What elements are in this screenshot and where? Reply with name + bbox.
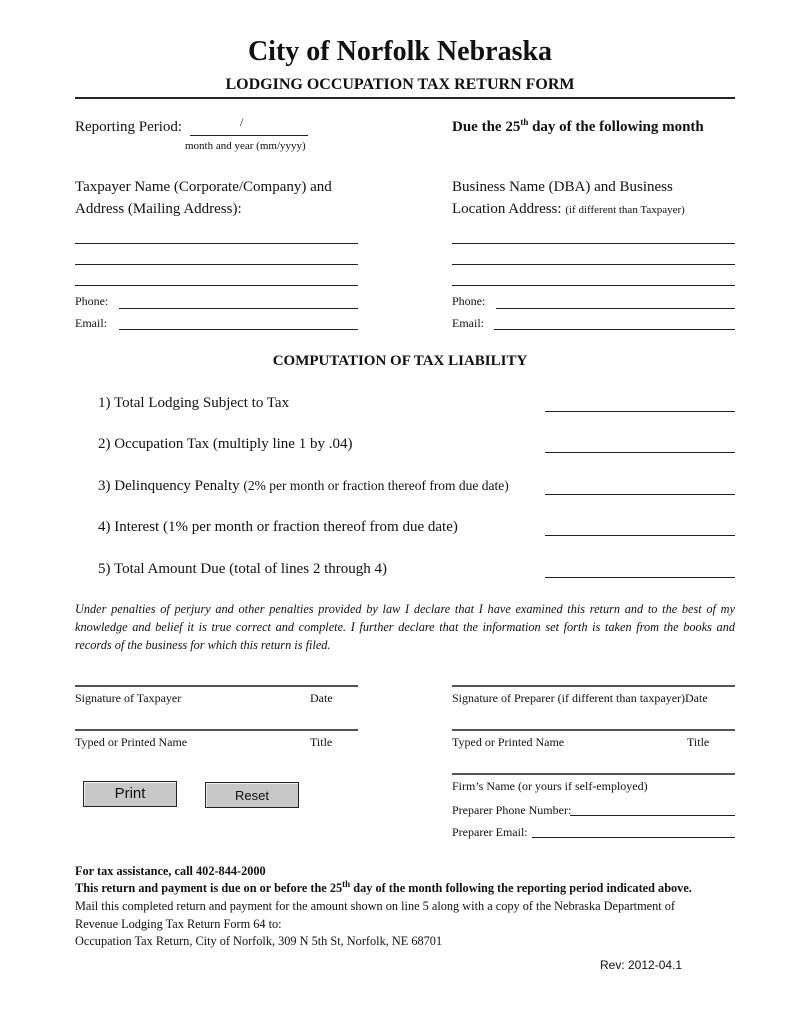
business-phone-field[interactable]: [496, 308, 735, 309]
preparer-signature-field[interactable]: [452, 685, 735, 687]
line-item-1: [98, 395, 289, 412]
header-divider: [75, 97, 735, 99]
reset-button[interactable]: Reset: [205, 782, 299, 808]
taxpayer-name-field[interactable]: [75, 729, 358, 731]
line-item-2-field[interactable]: [545, 452, 735, 453]
line-item-3-field[interactable]: [545, 494, 735, 495]
taxpayer-email-field[interactable]: [119, 329, 358, 330]
line-item-note: (2% per month or fraction thereof from due date): [243, 478, 509, 493]
taxpayer-address-line-3[interactable]: [75, 285, 358, 286]
preparer-email-field[interactable]: [532, 837, 735, 838]
preparer-name-field[interactable]: [452, 729, 735, 731]
due-sup: th: [520, 117, 529, 127]
due-notice-sup: th: [342, 878, 351, 889]
due-suffix: day of the following month: [528, 119, 704, 135]
line-item-4: [98, 519, 458, 536]
taxpayer-phone-field[interactable]: [119, 308, 358, 309]
line-item-1-field[interactable]: [545, 411, 735, 412]
business-address-line-2[interactable]: [452, 264, 735, 265]
due-notice-prefix: This return and payment is due on or before the 25: [75, 881, 343, 895]
reporting-period-label: Reporting Period:: [75, 119, 183, 135]
due-notice: [75, 878, 692, 896]
line-item-5-field[interactable]: [545, 577, 735, 578]
business-address-line-3[interactable]: [452, 285, 735, 286]
business-phone-label: Phone:: [452, 294, 486, 308]
mail-instructions-1: Mail this completed return and payment for the amount shown on line 5 along with a copy of the Nebraska Department of: [75, 899, 675, 913]
preparer-name-label: Typed or Printed Name: [452, 735, 565, 749]
preparer-phone-label: Preparer Phone Number:: [452, 803, 572, 817]
reporting-period-separator: /: [240, 115, 244, 129]
business-label-line2: [452, 201, 685, 218]
taxpayer-signature-field[interactable]: [75, 685, 358, 687]
line-item-2: [98, 436, 352, 453]
computation-heading: COMPUTATION OF TAX LIABILITY: [272, 353, 528, 369]
taxpayer-address-line-1[interactable]: [75, 243, 358, 244]
business-email-field[interactable]: [494, 329, 735, 330]
business-address-line-1[interactable]: [452, 243, 735, 244]
line-item-label: 5) Total Amount Due (total of lines 2 through 4): [98, 561, 388, 577]
preparer-email-label: Preparer Email:: [452, 825, 528, 839]
business-email-label: Email:: [452, 316, 484, 330]
due-date-note: [452, 119, 704, 136]
revision-label: Rev: 2012-04.1: [600, 958, 683, 972]
business-location-note: (if different than Taxpayer): [565, 204, 685, 216]
taxpayer-phone-label: Phone:: [75, 294, 109, 308]
taxpayer-name-label: Typed or Printed Name: [75, 735, 188, 749]
tax-assistance-text: For tax assistance, call 402-844-2000: [75, 864, 266, 878]
line-item-label: 4) Interest (1% per month or fraction thereof from due date): [98, 519, 458, 535]
preparer-signature-label: Signature of Preparer (if different than taxpayer): [452, 691, 686, 705]
form-subtitle: LODGING OCCUPATION TAX RETURN FORM: [225, 76, 575, 93]
firm-name-label: Firm’s Name (or yours if self-employed): [452, 779, 648, 793]
line-item-5: [98, 561, 387, 578]
taxpayer-label-line2: Address (Mailing Address):: [75, 201, 242, 217]
preparer-phone-field[interactable]: [570, 815, 735, 816]
line-item-label: 1) Total Lodging Subject to Tax: [98, 395, 290, 411]
line-item-3: [98, 478, 509, 495]
reporting-period-field[interactable]: [190, 135, 308, 136]
preparer-title-label: Title: [687, 735, 710, 749]
reporting-period-hint: month and year (mm/yyyy): [185, 140, 306, 152]
mail-instructions-2: Revenue Lodging Tax Return Form 64 to:: [75, 917, 282, 931]
print-button[interactable]: Print: [83, 781, 177, 807]
taxpayer-label-line1: Taxpayer Name (Corporate/Company) and: [75, 179, 332, 195]
taxpayer-date-label: Date: [310, 691, 333, 705]
due-prefix: Due the 25: [452, 119, 521, 135]
taxpayer-email-label: Email:: [75, 316, 107, 330]
page-title: City of Norfolk Nebraska: [247, 36, 553, 67]
declaration-text: Under penalties of perjury and other penalties provided by law I declare that I have examined this return and to the best of my knowledge and belief it is true correct and complete. I further declare that the information set forth is taken from the books and records of the business for which this return is filed.: [75, 602, 735, 652]
due-notice-suffix: day of the month following the reporting period indicated above.: [350, 881, 692, 895]
taxpayer-title-label: Title: [310, 735, 333, 749]
mailing-address: Occupation Tax Return, City of Norfolk, 309 N 5th St, Norfolk, NE 68701: [75, 934, 443, 948]
taxpayer-address-line-2[interactable]: [75, 264, 358, 265]
business-location-label: Location Address:: [452, 201, 562, 217]
preparer-date-label: Date: [685, 691, 708, 705]
line-item-4-field[interactable]: [545, 535, 735, 536]
taxpayer-signature-label: Signature of Taxpayer: [75, 691, 182, 705]
firm-name-field[interactable]: [452, 773, 735, 775]
line-item-label: 3) Delinquency Penalty: [98, 478, 244, 494]
business-label-line1: Business Name (DBA) and Business: [452, 179, 673, 195]
line-item-label: 2) Occupation Tax (multiply line 1 by .04): [98, 436, 353, 452]
